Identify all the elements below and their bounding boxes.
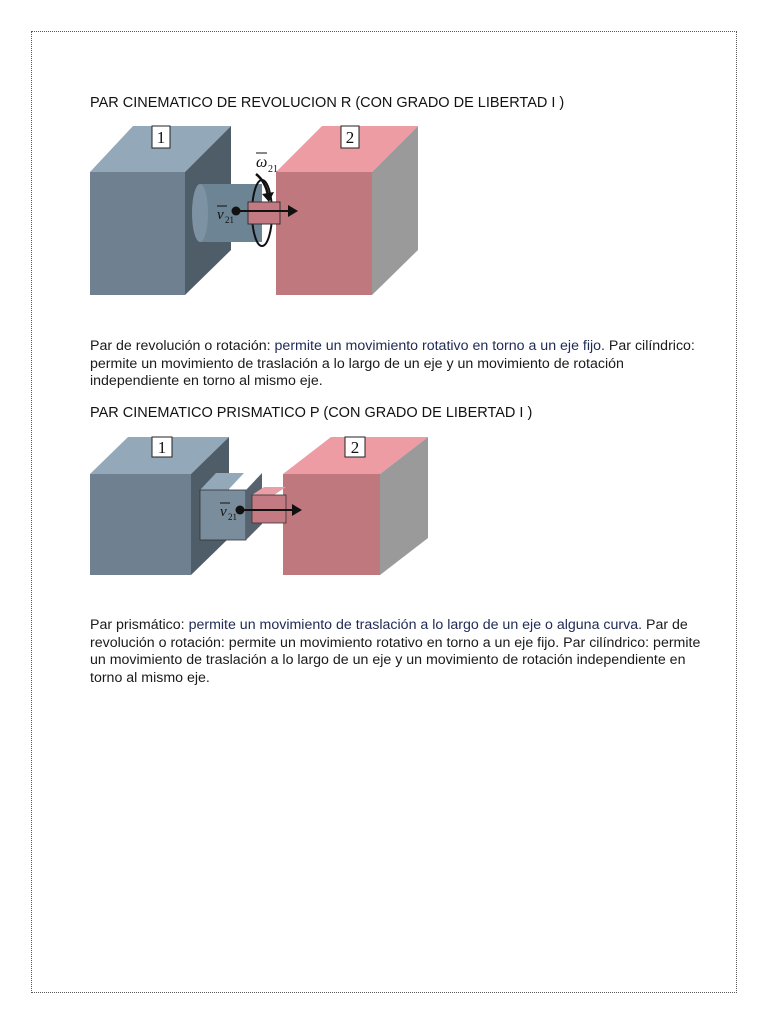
velocity-symbol: v (217, 207, 224, 223)
block2-label: 2 (345, 128, 355, 147)
revolute-pin (248, 202, 280, 224)
section1-title: PAR CINEMATICO DE REVOLUCION R (CON GRADO DE LIBERTAD I ) (90, 95, 565, 111)
block2-label: 2 (350, 438, 360, 457)
velocity-subscript: 21 (225, 215, 234, 225)
block2-front-face (276, 172, 372, 295)
section1-para-highlight: permite un movimiento rotativo en torno a un eje fijo. (274, 338, 605, 354)
section1-para-lead: Par de revolución o rotación: (90, 338, 275, 354)
prismatic-pair-figure (88, 432, 428, 578)
section2-para-highlight: permite un movimiento de traslación a lo largo de un eje o alguna curva. (188, 617, 643, 633)
section1-para-rest: Par cilíndrico: permite un movimiento de traslación a lo largo de un eje y un movimiento de rotación independiente en torno al mismo eje. (90, 338, 695, 389)
section2-para-lead: Par prismático: (90, 617, 189, 633)
omega-symbol: ω (256, 154, 268, 171)
revolute-pair-diagram (88, 122, 428, 298)
prismatic-pair-diagram (88, 432, 428, 578)
block2-front-face (283, 474, 380, 575)
block1-label: 1 (157, 438, 167, 457)
omega-subscript: 21 (268, 164, 278, 175)
revolute-pair-figure (88, 122, 428, 298)
block1-front-face (90, 172, 185, 295)
section2-title: PAR CINEMATICO PRISMATICO P (CON GRADO DE LIBERTAD I ) (90, 405, 533, 421)
velocity-subscript: 21 (228, 512, 237, 522)
section2-paragraph (90, 617, 710, 687)
cylinder-end (192, 184, 208, 242)
section1-paragraph (90, 338, 710, 391)
block1-label: 1 (156, 128, 166, 147)
block1-front-face (90, 474, 191, 575)
section2-para-rest: Par de revolución o rotación: permite un movimiento rotativo en torno a un eje fijo. Par cilíndrico: permite un movimiento de traslación a lo largo de un eje y un movimiento de rotación independiente en torno al mismo eje. (90, 617, 701, 686)
velocity-symbol: v (220, 504, 227, 520)
